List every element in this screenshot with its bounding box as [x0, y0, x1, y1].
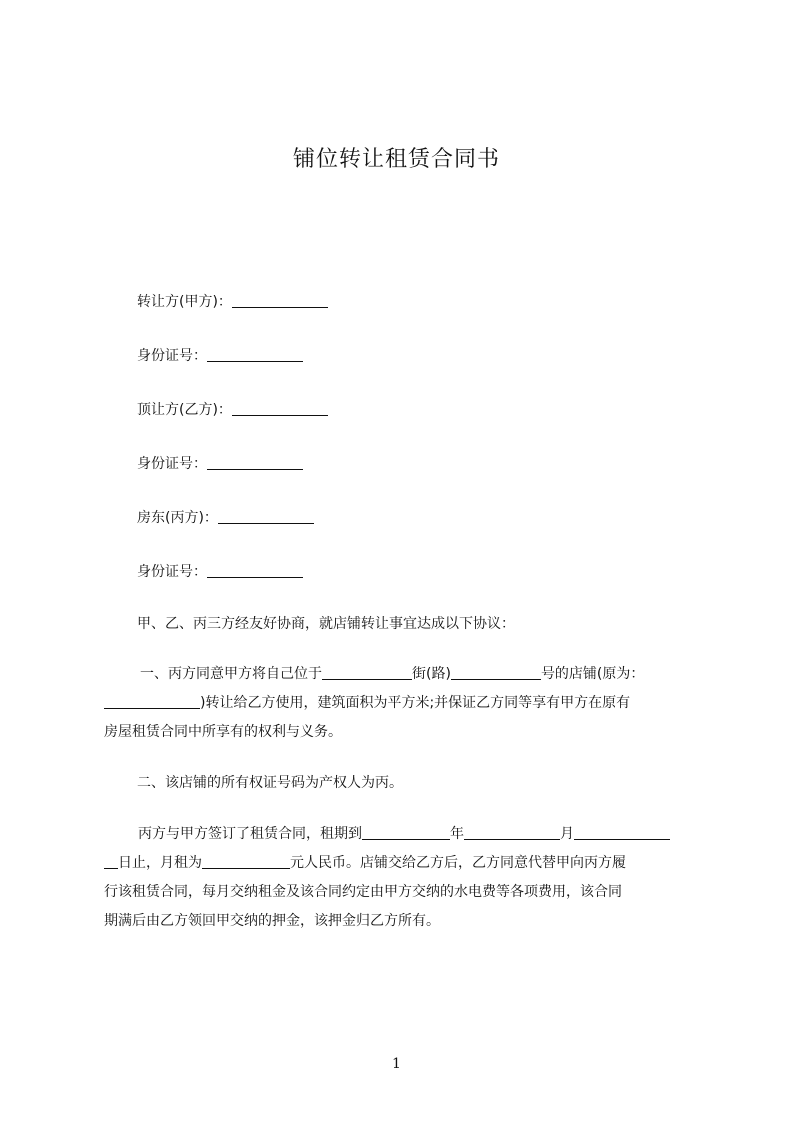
clause-1-line-3: 房屋租赁合同中所享有的权利与义务。 — [104, 724, 342, 740]
street-number-blank — [451, 665, 541, 680]
transferee-label: 顶让方(乙方)： — [137, 402, 232, 418]
transferor-label: 转让方(甲方)： — [137, 294, 232, 310]
transferor-line — [137, 291, 328, 311]
clause-3 — [104, 820, 699, 936]
transferee-id-label: 身份证号： — [137, 456, 207, 472]
lease-month-blank — [464, 825, 560, 840]
former-name-blank — [104, 694, 200, 709]
clause-3-line-4: 期满后由乙方领回甲交纳的押金，该押金归乙方所有。 — [104, 913, 440, 929]
lease-year-blank — [362, 825, 450, 840]
lease-day-blank-cont — [104, 854, 118, 869]
transferee-line — [137, 399, 328, 419]
transferee-blank — [232, 401, 328, 416]
transferor-id-label: 身份证号： — [137, 348, 207, 364]
landlord-label: 房东(丙方)： — [137, 510, 218, 526]
clause-3-line-1: 丙方与甲方签订了租赁合同，租期到 年 月 — [104, 820, 699, 849]
clause-2: 二、该店铺的所有权证号码为产权人为丙。 — [137, 775, 403, 791]
landlord-id-blank — [207, 563, 303, 578]
transferor-blank — [232, 293, 328, 308]
lease-day-blank — [574, 825, 670, 840]
landlord-id-line — [137, 561, 303, 581]
transferee-id-blank — [207, 455, 303, 470]
transferor-id-line — [137, 345, 303, 365]
clause-1-line-2: )转让给乙方使用，建筑面积为平方米;并保证乙方同等享有甲方在原有 — [104, 689, 699, 718]
clause-1 — [104, 660, 699, 747]
landlord-line — [137, 507, 314, 527]
agreement-intro: 甲、乙、丙三方经友好协商，就店铺转让事宜达成以下协议： — [137, 616, 515, 632]
page-number: 1 — [392, 1056, 401, 1072]
landlord-blank — [218, 509, 314, 524]
clause-3-line-2: 日止，月租为 元人民币。店铺交给乙方后，乙方同意代替甲向丙方履 — [104, 849, 699, 878]
landlord-id-label: 身份证号： — [137, 564, 207, 580]
document-title: 铺位转让租赁合同书 — [292, 147, 500, 172]
clause-1-line-1: 一、丙方同意甲方将自己位于 街(路) 号的店铺(原为： — [140, 666, 645, 682]
transferor-id-blank — [207, 347, 303, 362]
transferee-id-line — [137, 453, 303, 473]
clause-3-line-3: 行该租赁合同，每月交纳租金及该合同约定由甲方交纳的水电费等各项费用，该合同 — [104, 884, 622, 900]
location-blank — [322, 665, 412, 680]
monthly-rent-blank — [202, 854, 290, 869]
